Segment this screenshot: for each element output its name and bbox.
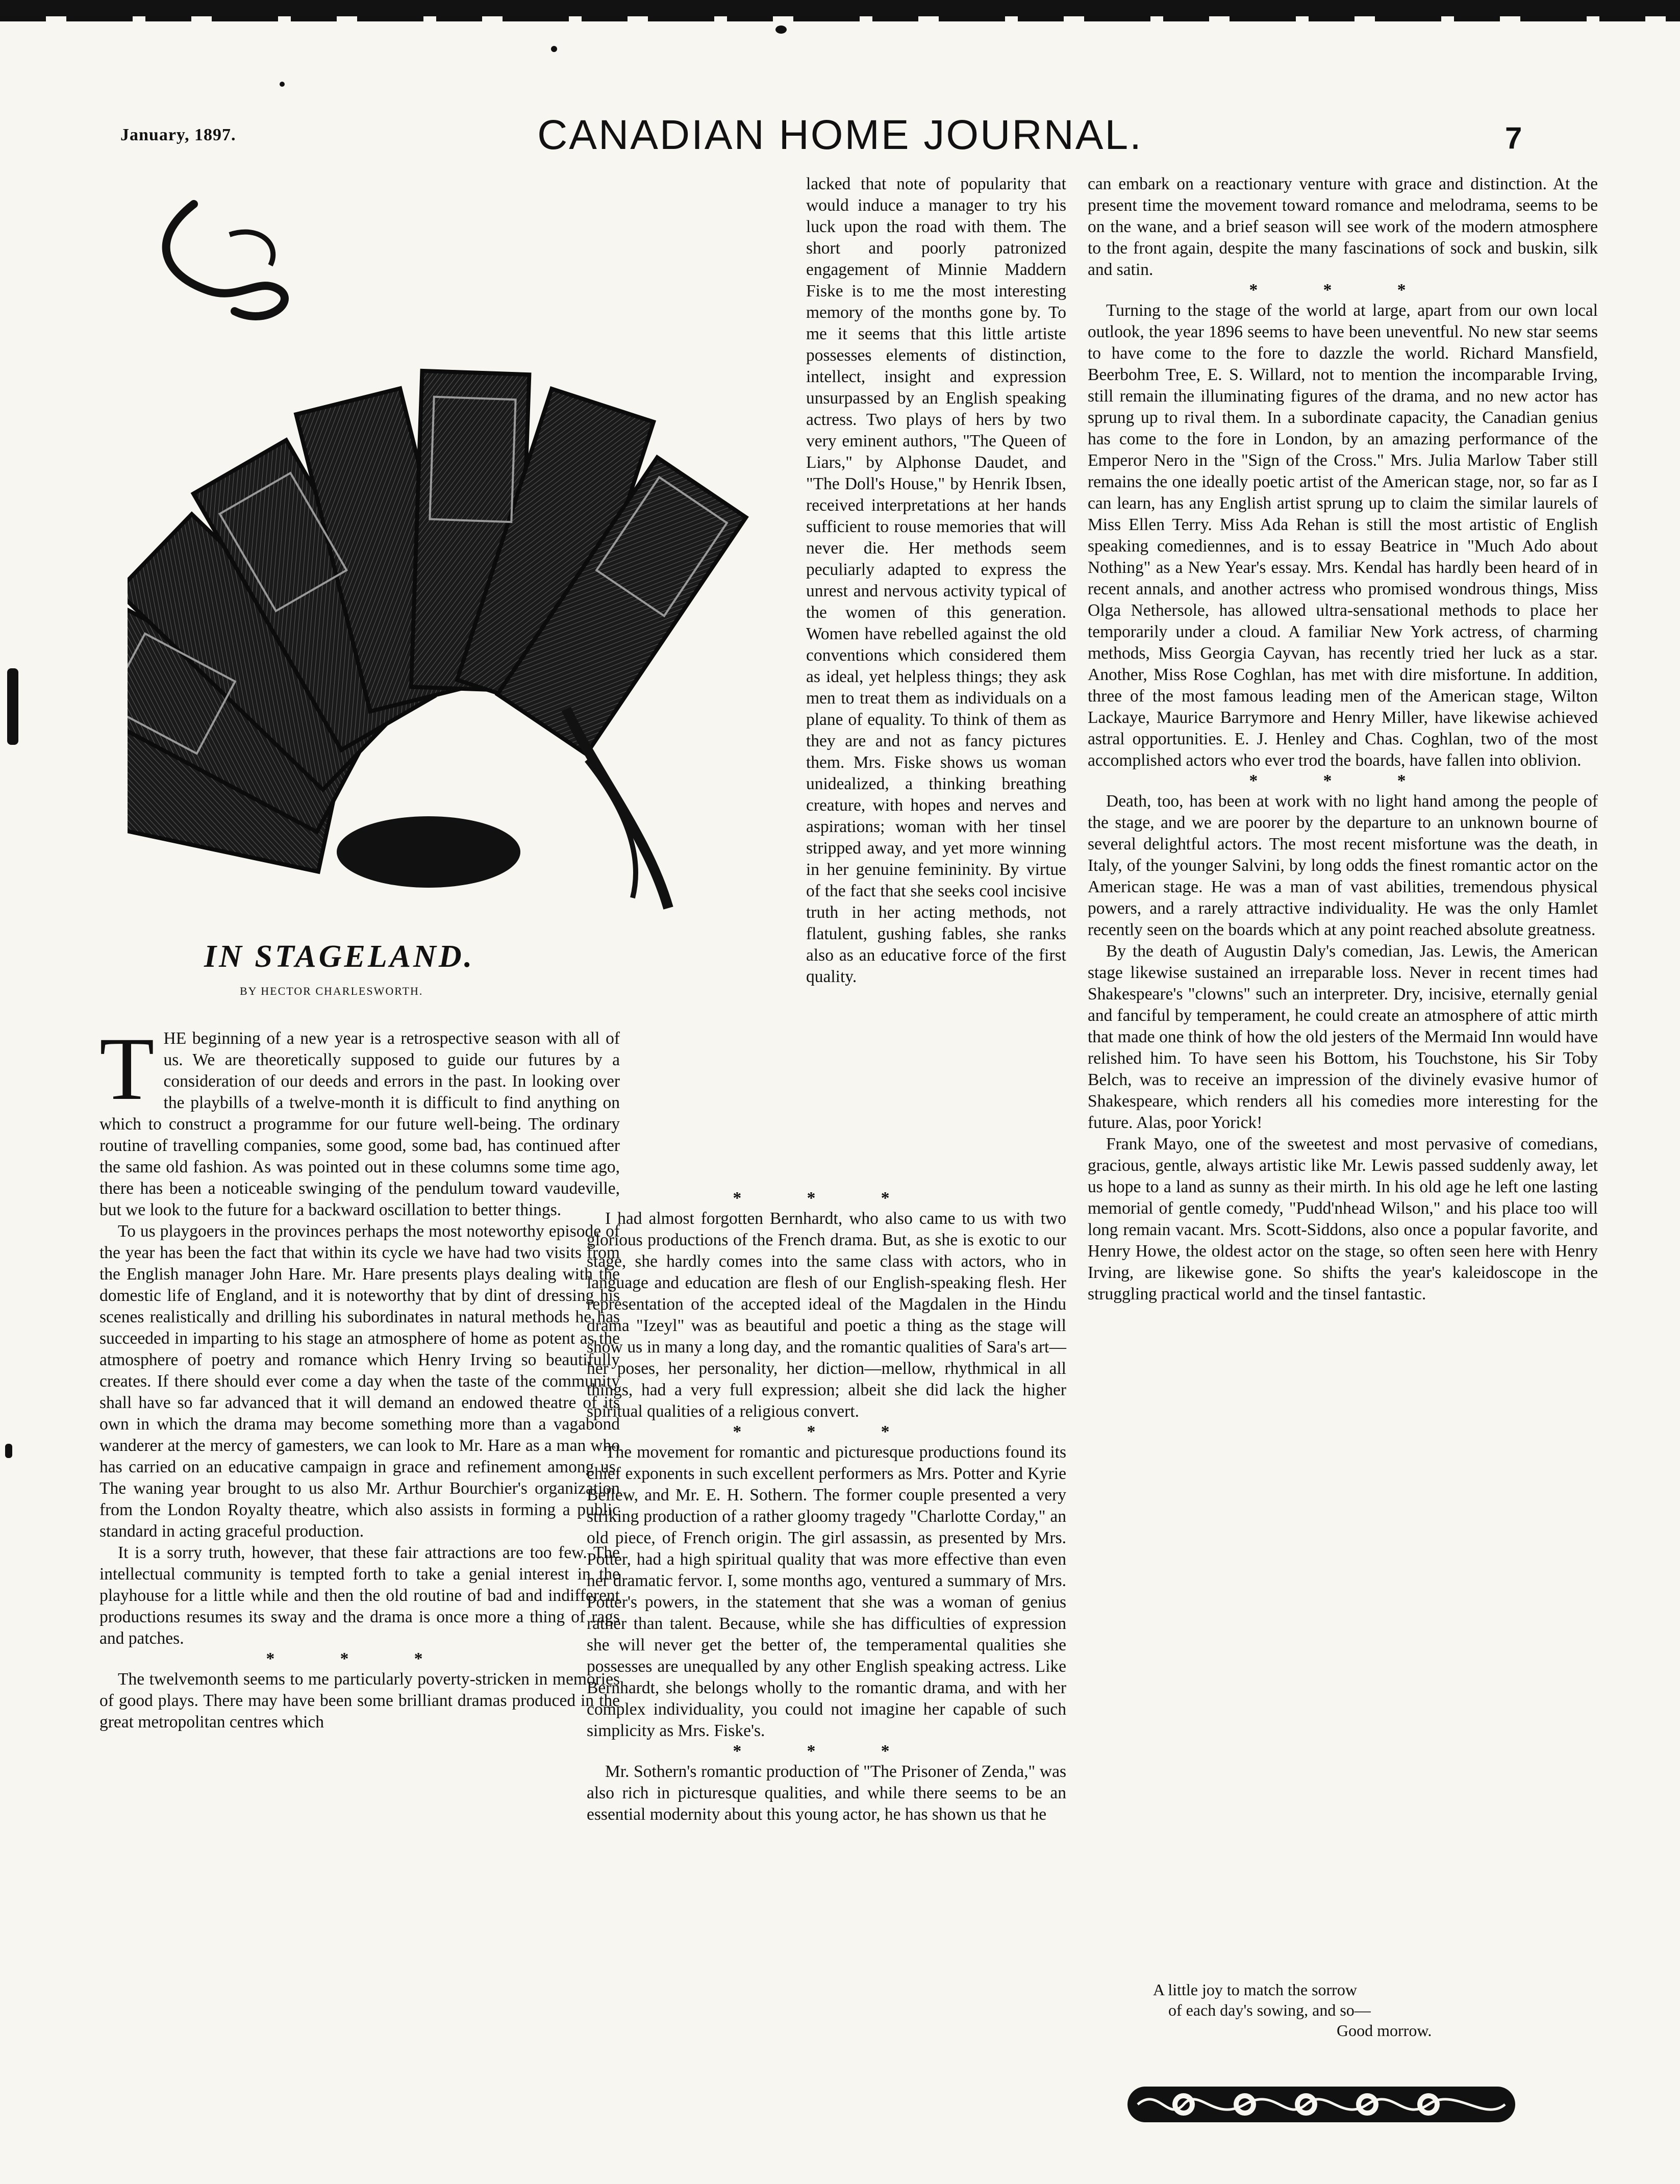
- issue-date: January, 1897.: [120, 125, 236, 144]
- closing-verse: [1153, 1979, 1432, 2041]
- column-right: [1088, 173, 1598, 1305]
- masthead: CANADIAN HOME JOURNAL.: [537, 112, 1143, 158]
- paragraph: The twelvemonth seems to me particularly poverty-stricken in memories of good plays. There may have been some brilliant dramas produced in the great metropolitan centres which: [99, 1670, 620, 1731]
- section-divider: * * *: [1249, 281, 1437, 299]
- ink-speck: [280, 82, 285, 87]
- paragraph: The movement for romantic and picturesque productions found its chief exponents in such excellent performers as Mrs. Potter and Kyrie Bellew, and Mr. E. H. Sothern. The former couple presented a very striking production of a rather gloomy tragedy "Charlotte Corday," an old piece, of French origin. The girl assassin, as presented by Mrs. Potter, had a high spiritual quality that was more effective than even her dramatic fervor. I, some months ago, ventured a summary of Mrs. Potter's powers, in the statement that she was a woman of genius rather than talent. Because, while she has difficulties of expression she will never get the better of, the temperamental qualities she possesses are unequalled by any other English speaking actress. Like Bernhardt, she belongs wholly to the romantic drama, and with her complex individuality, you could not imagine her capable of such simplicity as Mrs. Fiske's.: [587, 1443, 1066, 1740]
- section-divider: * * *: [733, 1742, 920, 1761]
- paragraph: It is a sorry truth, however, that these fair attractions are too few. The intellectual community is tempted forth to take a genial interest in the playhouse for a little while and then the old routine of bad and indifferent productions resumes its sway and the drama is once more a thing of rags and patches.: [99, 1543, 620, 1648]
- decorative-tailpiece: [1127, 2076, 1515, 2132]
- section-divider: * * *: [266, 1649, 454, 1668]
- paragraph: HE beginning of a new year is a retrospective season with all of us. We are theoretically supposed to guide our futures by a consideration of our deeds and errors in the past. In looking over the playbills of a twelve-month it is difficult to find anything on which to construct a programme for our future well-being. The ordinary routine of travelling companies, some good, some bad, has continued after the same old fashion. As was pointed out in these columns some time ago, there has been a noticeable swinging of the pendulum toward vaudeville, but we look to the future for a backward oscillation to better things.: [99, 1029, 620, 1219]
- verse-line: of each day's sowing, and so—: [1168, 2001, 1371, 2019]
- drop-cap: T: [99, 1019, 155, 1119]
- ink-speck: [5, 1444, 12, 1458]
- paragraph: Death, too, has been at work with no light hand among the people of the stage, and we are poorer by the departure to an unknown bourne of several delightful actors. The most recent misfortune was the death, in Italy, of the younger Salvini, by long odds the finest romantic actor on the American stage. He was a man of vast abilities, tremendous physical powers, and a rarely attractive individuality. He was the only Hamlet recently seen on the boards which at any point reached absolute greatness.: [1088, 792, 1598, 939]
- page-top-border-broken: [0, 16, 1680, 21]
- section-divider: * * *: [1249, 771, 1437, 790]
- column-middle-top: [806, 173, 1066, 988]
- section-divider: * * *: [733, 1422, 920, 1441]
- section-divider: * * *: [733, 1189, 920, 1208]
- verse-line: A little joy to match the sorrow: [1153, 1980, 1357, 1999]
- page-top-border: [0, 0, 1680, 16]
- column-middle: [587, 1189, 1066, 1825]
- paragraph: can embark on a reactionary venture with grace and distinction. At the present time the movement toward romance and melodrama, seems to be on the wane, and a brief season will see work of the modern atmosphere to the front again, despite the many fascinations of sock and buskin, silk and satin.: [1088, 174, 1598, 279]
- binding-edge-mark: [7, 668, 18, 745]
- ink-speck: [775, 26, 787, 34]
- paragraph: To us playgoers in the provinces perhaps the most noteworthy episode of the year has been the fact that within its cycle we have had two visits from the English manager John Hare. Mr. Hare presents plays dealing with the domestic life of England, and it is noteworthy that by dint of dressing his scenes realistically and drilling his subordinates in natural methods he has succeeded in imparting to his stage an atmosphere of home as potent as the atmosphere of poetry and romance which Henry Irving so beautifully creates. If there should ever come a day when the taste of the community shall have so far advanced that it will demand an endowed theatre of its own in which the drama may become something more than a vagabond wanderer at the mercy of gamesters, we can look to Mr. Hare as a man who has carried on an educative campaign in grace and refinement among us. The waning year brought to us also Mr. Arthur Bourchier's organization from the London Royalty theatre, which also assists in forming a public standard in acting graceful production.: [99, 1222, 620, 1541]
- paragraph: Frank Mayo, one of the sweetest and most pervasive of comedians, gracious, gentle, always artistic like Mr. Lewis passed suddenly away, let us hope to a land as sunny as their mirth. In his old age he left one lasting memorial of gentle comedy, "Pudd'nhead Wilson," and his place too will long remain vacant. Mrs. Scott-Siddons, also once a popular favorite, and Henry Howe, the oldest actor on the stage, so often seen here with Henry Irving, are likewise gone. So shifts the year's kaleidoscope in the struggling practical world and the tinsel fantastic.: [1088, 1135, 1598, 1303]
- article-byline: BY HECTOR CHARLESWORTH.: [240, 985, 423, 997]
- verse-line: Good morrow.: [1337, 2021, 1432, 2040]
- paragraph: Turning to the stage of the world at large, apart from our own local outlook, the year 1896 seems to have been uneventful. No new star seems to have come to the fore to dazzle the world. Richard Mansfield, Beerbohm Tree, E. S. Willard, not to mention the incomparable Irving, still remain the illuminating figures of the drama, and no new actor has sprung up to rival them. In a subordinate capacity, the Canadian genius has come to the fore in London, by an amazing performance of the Emperor Nero in the "Sign of the Cross." Mrs. Julia Marlow Taber still remains the one ideally poetic artist of the American stage, nor, so far as I can learn, has any English artist sprung up to claim the similar laurels of Miss Ellen Terry. Miss Ada Rehan is still the most artistic of English speaking comediennes, and is to essay Beatrice in "Much Ado about Nothing" as a New Year's essay. Mrs. Kendal has hardly been heard of in recent annals, and another actress who promised wondrous things, Miss Olga Nethersole, has allowed ultra-sensational methods to place her temporarily under a cloud. A familiar New York actress, of charming methods, Miss Georgia Cayvan, has recently tried her luck as a star. Another, Miss Rose Coghlan, has met with dire misfortune. In addition, three of the most famous leading men of the American stage, Wilton Lackaye, Maurice Barrymore and Henry Miller, have likewise achieved astral opportunities. E. J. Henley and Chas. Coghlan, two of the most accomplished actors who ever trod the boards, have fallen into oblivion.: [1088, 301, 1598, 770]
- paragraph: I had almost forgotten Bernhardt, who also came to us with two glorious productions of the French drama. But, as she is exotic to our stage, she hardly comes into the same class with actors, who in language and education are flesh of our English-speaking flesh. Her representation of the accepted ideal of the Magdalen in the Hindu drama "Izeyl" was as beautiful and poetic a thing as the stage will show us in many a long day, and the romantic qualities of Sara's art—her poses, her personality, her diction—mellow, rhythmical in all things, had a very full expression; albeit she did lack the higher spiritual qualities of a religious convert.: [587, 1209, 1066, 1421]
- paragraph: lacked that note of popularity that would induce a manager to try his luck upon the road with them. The short and poorly patronized engagement of Minnie Maddern Fiske is to me the most interesting memory of the months gone by. To me it seems that this little artiste possesses elements of distinction, intellect, insight and expression unsurpassed by an English speaking actress. Two plays of hers by two very eminent authors, "The Queen of Liars," by Alphonse Daudet, and "The Doll's House," by Henrik Ibsen, received interpretations at her hands sufficient to rouse memories that will never die. Her methods seem peculiarly adapted to express the unrest and nervous activity typical of the women of this generation. Women have rebelled against the old conventions which considered them as ideal, yet helpless things; they ask men to treat them as individuals on a plane of equality. To think of them as they are and not as fancy pictures them. Mrs. Fiske shows us woman unidealized, a thinking breathing creature, with hopes and nerves and aspirations; woman with her tinsel stripped away, and yet more winning in her genuine femininity. By virtue of the fact that she seeks cool incisive truth in her acting methods, not flatulent, gushing fables, she ranks also as an educative force of the first quality.: [806, 174, 1066, 986]
- ink-speck: [551, 46, 557, 52]
- paragraph: Mr. Sothern's romantic production of "The Prisoner of Zenda," was also rich in picturesque qualities, and while there seems to be an essential modernity about this young actor, he has shown us that he: [587, 1762, 1066, 1824]
- column-left: [99, 1019, 620, 1733]
- fan-of-playbills-illustration: [128, 173, 816, 939]
- page-number: 7: [1505, 121, 1522, 155]
- paragraph: By the death of Augustin Daly's comedian, Jas. Lewis, the American stage likewise sustained an irreparable loss. Never in recent times had Shakespeare's "clowns" such an interpreter. Dry, incisive, eternally genial and fanciful by temperament, he could create an atmosphere of attic mirth that made one think of how the old jesters of the Mermaid Inn would have relished him. To have seen his Bottom, his Touchstone, his Sir Toby Belch, was to receive an impression of the divinely evasive humor of Shakespeare, which renders all his comedies more interesting for the future. Alas, poor Yorick!: [1088, 942, 1598, 1132]
- article-title: IN STAGELAND.: [204, 939, 475, 974]
